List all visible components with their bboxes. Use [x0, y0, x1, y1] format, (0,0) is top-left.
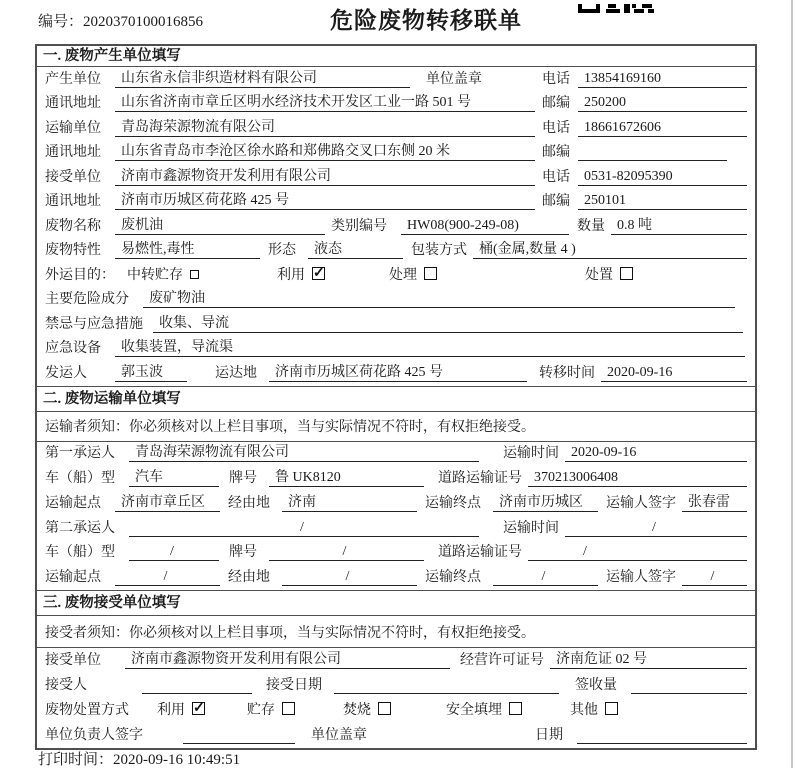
carrier-sign-value: 张春雷 — [682, 491, 747, 512]
page-edge-divider — [791, 0, 793, 768]
date-value — [577, 743, 747, 744]
serial-label: 编号： — [38, 14, 84, 30]
first-carrier-value: 青岛海荣源物流有限公司 — [129, 441, 479, 462]
hazard-value: 废矿物油 — [143, 287, 735, 308]
road-license-label: 道路运输证号 — [438, 545, 522, 561]
emergency-measures-value: 收集、导流 — [153, 312, 743, 333]
section-producer-heading: 一. 废物产生单位填写 — [37, 46, 755, 67]
document-serial — [38, 10, 203, 31]
road-license-2-value: / — [528, 544, 747, 561]
row-producer — [37, 67, 755, 92]
receiver-notice: 接受者须知：你必须核对以上栏目事项，当与实际情况不符时，有权拒绝接受。 — [37, 616, 755, 648]
row-route-2 — [37, 565, 755, 590]
shipper-value: 郭玉波 — [115, 361, 187, 382]
received-qty-value — [631, 693, 747, 694]
row-second-carrier — [37, 516, 755, 541]
transporter-label: 运输单位 — [45, 120, 101, 136]
manifest-form-table — [35, 44, 757, 750]
purpose-option-dispose: 处置 — [585, 264, 633, 284]
route-end-label: 运输终点 — [425, 570, 481, 586]
checkbox-dispose — [620, 267, 633, 280]
row-emergency-measures — [37, 312, 755, 337]
transport-time-2-value: / — [565, 520, 747, 537]
emergency-measures-label: 禁忌与应急措施 — [45, 316, 143, 332]
packing-label: 包装方式 — [411, 243, 467, 258]
category-value: HW08(900-249-08) — [401, 218, 569, 235]
hazard-label: 主要危险成分 — [45, 292, 129, 307]
zip-label: 邮编 — [542, 96, 570, 111]
checkbox-disposal-reuse-checked — [192, 702, 205, 715]
disposal-option-store: 贮存 — [247, 699, 295, 719]
disposal-option-reuse: 利用 ✓ — [157, 699, 205, 719]
plate-value: 鲁 UK8120 — [269, 466, 424, 487]
checkbox-disposal-other — [605, 702, 618, 715]
row-vehicle-2 — [37, 541, 755, 566]
row-receiver — [37, 165, 755, 190]
checkbox-disposal-burn — [378, 702, 391, 715]
transporter-notice: 运输者须知：你必须核对以上栏目事项，当与实际情况不符时，有权拒绝接受。 — [37, 412, 755, 442]
vehicle-type-label: 车（船）型 — [45, 545, 115, 561]
via-label: 经由地 — [228, 495, 270, 511]
seal-label: 单位盖章 — [426, 71, 482, 87]
row-waste-property — [37, 239, 755, 264]
operating-license-label: 经营许可证号 — [460, 653, 544, 669]
producer-label: 产生单位 — [45, 71, 101, 87]
route-start-label: 运输起点 — [45, 570, 101, 586]
route-start-label: 运输起点 — [45, 495, 101, 511]
disposal-option-burn: 焚烧 — [343, 699, 391, 719]
operating-license-value: 济南危证 02 号 — [550, 648, 747, 669]
waste-property-label: 废物特性 — [45, 243, 101, 258]
section-transporter-heading: 二. 废物运输单位填写 — [37, 387, 755, 412]
producer-address-value: 山东省济南市章丘区明水经济技术开发区工业一路 501 号 — [115, 91, 535, 112]
transport-time-label: 运输时间 — [503, 520, 559, 536]
transport-time-label: 运输时间 — [503, 446, 559, 462]
via-label: 经由地 — [228, 570, 270, 586]
transporter-value: 青岛海荣源物流有限公司 — [115, 116, 535, 137]
acceptor-label: 接受人 — [45, 678, 87, 694]
row-vehicle-1 — [37, 466, 755, 491]
vehicle-type-label: 车（船）型 — [45, 471, 115, 487]
row-first-carrier — [37, 442, 755, 467]
row-accepting-unit — [37, 648, 755, 673]
via-value: 济南 — [282, 491, 417, 512]
row-route-1 — [37, 491, 755, 516]
row-waste-name — [37, 214, 755, 239]
carrier-sign-label: 运输人签字 — [606, 570, 676, 586]
emergency-equipment-value: 收集装置，导流渠 — [115, 336, 745, 357]
section-receiver — [37, 590, 755, 748]
disposal-option-other: 其他 — [570, 699, 618, 719]
purpose-option-treat: 处理 — [389, 264, 437, 284]
row-emergency-equipment — [37, 337, 755, 362]
vehicle-type-value: 汽车 — [129, 466, 219, 487]
serial-number: 2020370100016856 — [83, 14, 204, 30]
route-end-value: 济南市历城区 — [493, 491, 598, 512]
row-responsible-signature — [37, 723, 755, 748]
purpose-option-transfer: 中转贮存 — [127, 264, 199, 284]
shipper-label: 发运人 — [45, 365, 87, 381]
producer-value: 山东省永信非织造材料有限公司 — [115, 67, 410, 88]
row-hazard-component — [37, 288, 755, 313]
row-acceptor — [37, 673, 755, 698]
transport-time-value: 2020-09-16 — [565, 445, 747, 462]
row-shipper — [37, 361, 755, 386]
phone-label: 电话 — [542, 120, 570, 136]
quantity-label: 数量 — [577, 218, 605, 234]
received-qty-label: 签收量 — [575, 678, 617, 694]
road-license-value: 370213006408 — [528, 470, 747, 487]
road-license-label: 道路运输证号 — [438, 471, 522, 487]
row-transfer-purpose — [37, 263, 755, 288]
vehicle-type-2-value: / — [129, 544, 219, 561]
route-start-2-value: / — [115, 569, 220, 586]
form-label: 形态 — [268, 243, 296, 258]
acceptor-value — [142, 693, 252, 694]
page-title: 危险废物转移联单 — [330, 8, 522, 33]
carrier-sign-label: 运输人签字 — [606, 495, 676, 511]
route-start-value: 济南市章丘区 — [115, 491, 220, 512]
second-carrier-label: 第二承运人 — [45, 520, 115, 536]
plate-label: 牌号 — [229, 471, 257, 487]
row-transporter — [37, 116, 755, 141]
plate-2-value: / — [269, 544, 424, 561]
purpose-label: 外运目的： — [45, 267, 115, 283]
receiver-phone-value: 0531-82095390 — [578, 169, 747, 186]
waste-name-label: 废物名称 — [45, 218, 101, 234]
accepting-unit-value: 济南市鑫源物资开发利用有限公司 — [125, 648, 450, 669]
waste-property-value: 易燃性,毒性 — [115, 238, 260, 259]
receiver-value: 济南市鑫源物资开发利用有限公司 — [115, 165, 535, 186]
receiver-address-value: 济南市历城区荷花路 425 号 — [115, 189, 535, 210]
checkbox-reuse-checked — [312, 267, 325, 280]
route-end-2-value: / — [493, 569, 598, 586]
transporter-phone-value: 18661672606 — [578, 120, 747, 137]
second-carrier-value: / — [129, 520, 479, 537]
phone-label: 电话 — [542, 169, 570, 185]
section-receiver-heading: 三. 废物接受单位填写 — [37, 591, 755, 616]
packing-value: 桶(金属,数量 4 ) — [473, 238, 747, 259]
receiver-zip-value: 250101 — [578, 193, 747, 210]
producer-phone-value: 13854169160 — [578, 71, 747, 88]
route-end-label: 运输终点 — [425, 495, 481, 511]
print-time — [38, 748, 240, 768]
transporter-zip-value — [578, 160, 727, 161]
category-label: 类别编号 — [331, 218, 387, 234]
emergency-equipment-label: 应急设备 — [45, 341, 101, 356]
accept-date-label: 接受日期 — [266, 678, 322, 694]
transporter-address-value: 山东省青岛市李沧区徐水路和郑佛路交叉口东侧 20 米 — [115, 140, 535, 161]
transfer-time-label: 转移时间 — [539, 365, 595, 381]
via-2-value: / — [282, 569, 417, 586]
quantity-value: 0.8 吨 — [611, 214, 747, 235]
waste-name-value: 废机油 — [115, 214, 325, 235]
phone-label: 电话 — [542, 71, 570, 87]
qr-code-fragment-icon — [578, 0, 654, 18]
row-receiver-address — [37, 190, 755, 215]
destination-label: 运达地 — [215, 365, 257, 381]
checkbox-transfer-storage — [190, 270, 199, 279]
date-label: 日期 — [535, 728, 563, 744]
print-time-value: 2020-09-16 10:49:51 — [113, 752, 241, 768]
checkbox-disposal-store — [282, 702, 295, 715]
row-disposal-method — [37, 698, 755, 723]
transfer-time-value: 2020-09-16 — [601, 365, 747, 382]
checkbox-treat — [424, 267, 437, 280]
row-transporter-address — [37, 141, 755, 166]
responsible-signature-value — [183, 743, 295, 744]
address-label: 通讯地址 — [45, 96, 101, 111]
carrier-sign-2-value: / — [682, 569, 747, 586]
first-carrier-label: 第一承运人 — [45, 446, 115, 462]
receiver-label: 接受单位 — [45, 169, 101, 185]
row-producer-address — [37, 92, 755, 117]
zip-label: 邮编 — [542, 145, 570, 160]
purpose-option-reuse: 利用 ✓ — [277, 264, 325, 284]
unit-seal-label: 单位盖章 — [311, 728, 367, 744]
producer-zip-value: 250200 — [578, 95, 747, 112]
accept-date-value — [334, 693, 559, 694]
disposal-option-landfill: 安全填埋 — [446, 699, 522, 719]
address-label: 通讯地址 — [45, 145, 101, 160]
section-producer — [37, 46, 755, 386]
form-value: 液态 — [308, 238, 403, 259]
accepting-unit-label: 接受单位 — [45, 653, 101, 669]
responsible-signature-label: 单位负责人签字 — [45, 728, 143, 744]
address-label: 通讯地址 — [45, 194, 101, 209]
destination-value: 济南市历城区荷花路 425 号 — [269, 361, 527, 382]
section-transporter — [37, 386, 755, 591]
print-time-label: 打印时间： — [38, 752, 114, 768]
checkbox-disposal-landfill — [509, 702, 522, 715]
plate-label: 牌号 — [229, 545, 257, 561]
zip-label: 邮编 — [542, 194, 570, 209]
disposal-method-label: 废物处置方式 — [45, 703, 129, 719]
